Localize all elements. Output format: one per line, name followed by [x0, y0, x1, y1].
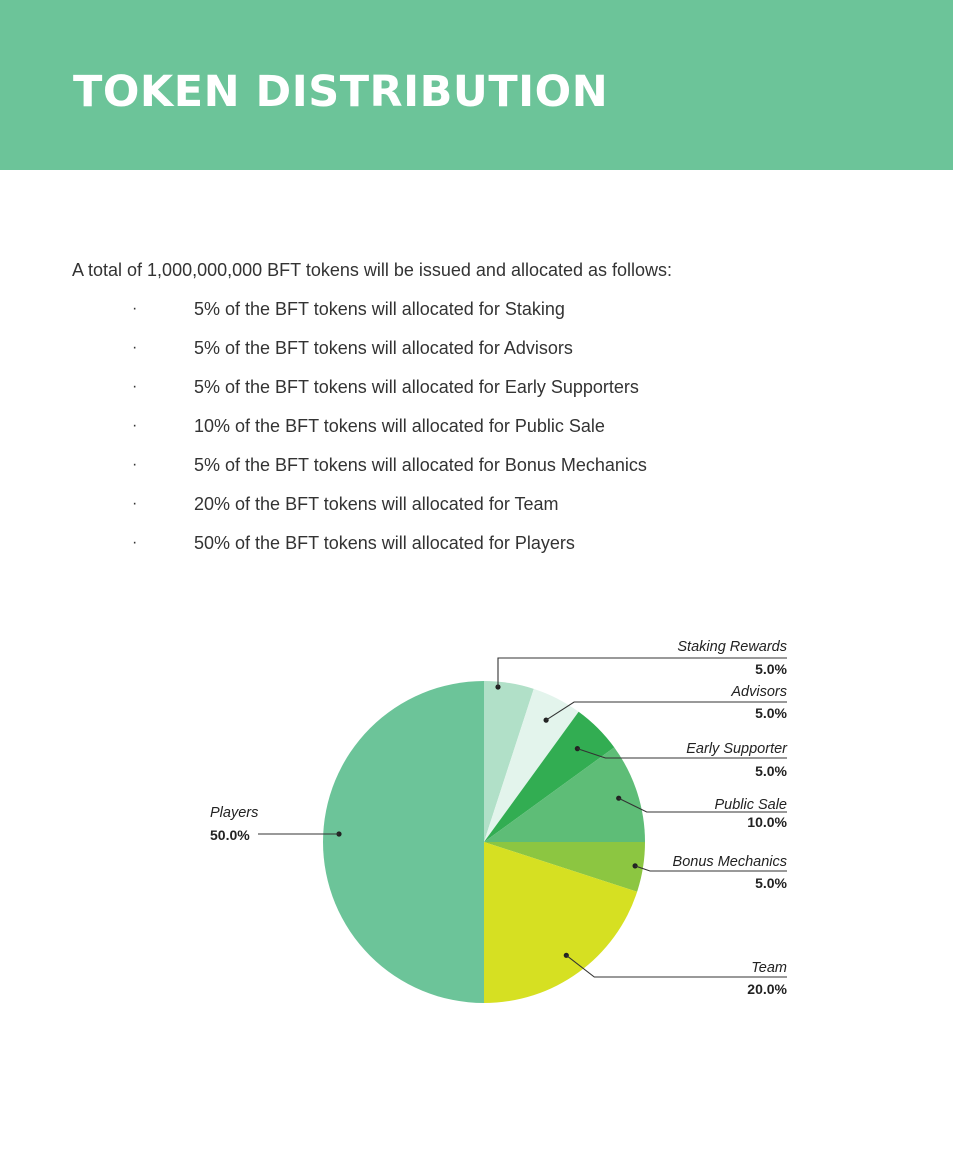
slice-name-label: Team [751, 960, 787, 976]
bullet-icon: · [132, 300, 138, 317]
slice-name-label: Early Supporter [686, 741, 787, 757]
page-title: TOKEN DISTRIBUTION [73, 67, 609, 117]
list-item-text: 5% of the BFT tokens will allocated for Early Supporters [194, 377, 639, 397]
list-item-text: 10% of the BFT tokens will allocated for Public Sale [194, 416, 605, 436]
list-item-text: 5% of the BFT tokens will allocated for Advisors [194, 338, 573, 358]
bullet-icon: · [132, 456, 138, 473]
slice-label-players [210, 805, 342, 843]
slice-label-bonus-mechanics [633, 854, 788, 891]
list-item-text: 20% of the BFT tokens will allocated for Team [194, 494, 559, 514]
slice-value-label: 10.0% [747, 814, 787, 830]
slice-value-label: 5.0% [755, 875, 787, 891]
slice-name-label: Advisors [731, 684, 787, 700]
slice-name-label: Bonus Mechanics [672, 854, 787, 870]
list-item-text: 50% of the BFT tokens will allocated for Players [194, 533, 575, 553]
intro-text: A total of 1,000,000,000 BFT tokens will be issued and allocated as follows: [72, 260, 673, 280]
slice-value-label: 50.0% [210, 827, 250, 843]
slice-value-label: 5.0% [755, 763, 787, 779]
list-item-text: 5% of the BFT tokens will allocated for Staking [194, 299, 565, 319]
slice-name-label: Public Sale [714, 797, 787, 813]
leader-line [498, 658, 787, 687]
slice-name-label: Staking Rewards [677, 639, 787, 655]
pie-slices [323, 681, 645, 1003]
bullet-icon: · [132, 339, 138, 356]
pie-slice-players [323, 681, 484, 1003]
bullet-icon: · [132, 417, 138, 434]
slice-label-staking-rewards [495, 639, 787, 690]
bullet-icon: · [132, 378, 138, 395]
bullet-icon: · [132, 534, 138, 551]
bullet-icon: · [132, 495, 138, 512]
slice-value-label: 20.0% [747, 981, 787, 997]
slice-value-label: 5.0% [755, 705, 787, 721]
slice-value-label: 5.0% [755, 661, 787, 677]
slice-label-team [564, 953, 788, 997]
slice-name-label: Players [210, 805, 259, 821]
list-item-text: 5% of the BFT tokens will allocated for Bonus Mechanics [194, 455, 647, 475]
